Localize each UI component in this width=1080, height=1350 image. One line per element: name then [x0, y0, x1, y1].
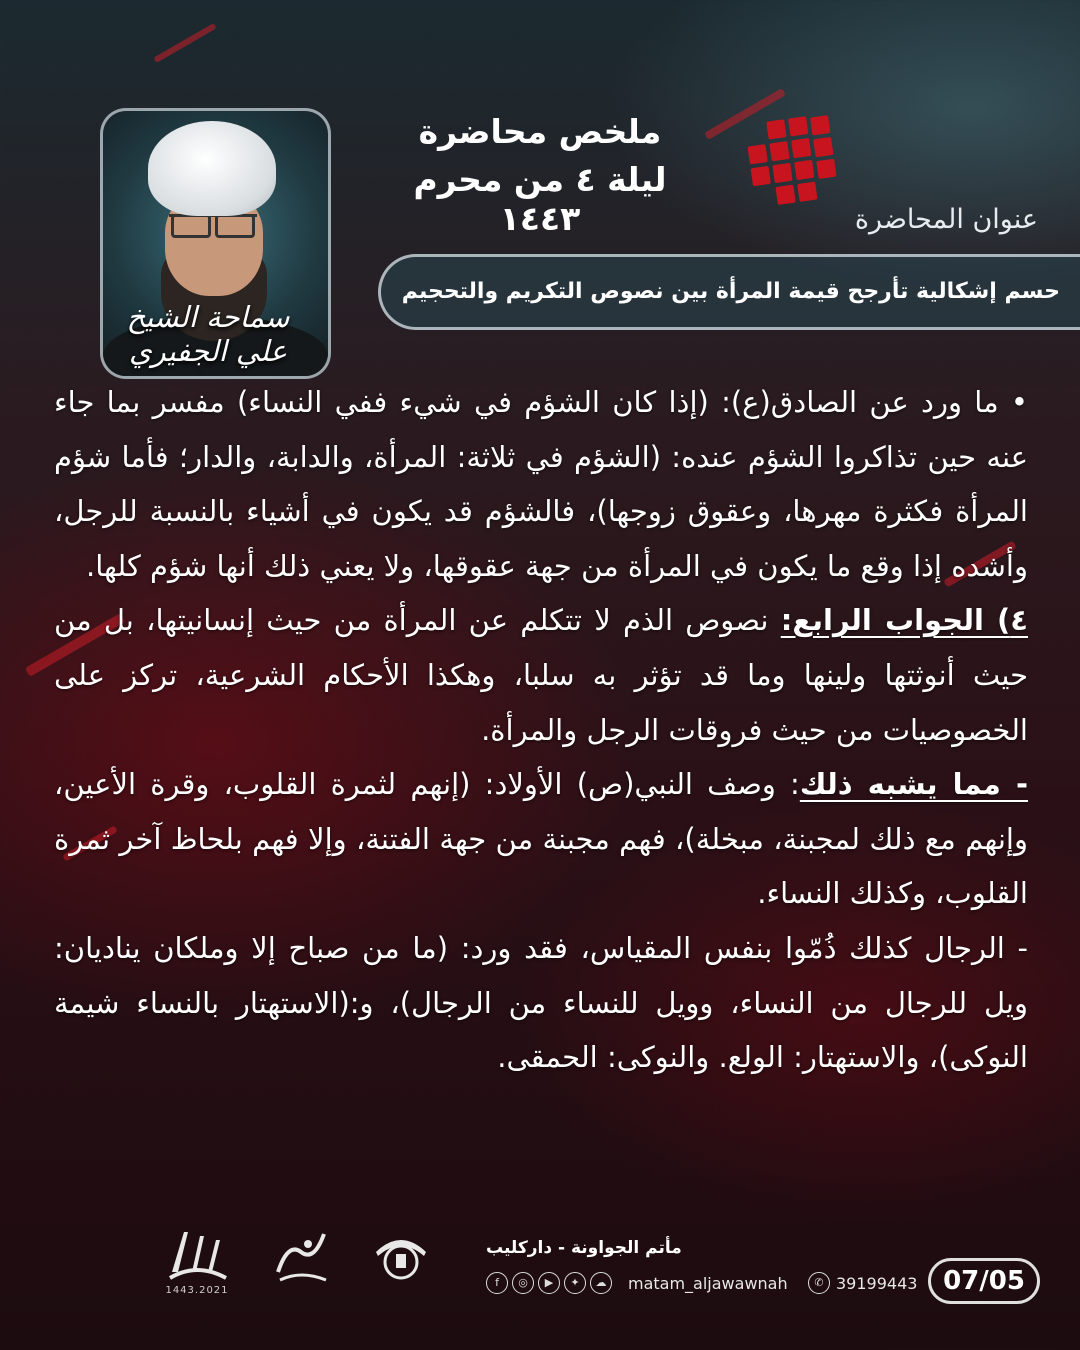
logo-year: 1443.2021: [165, 1285, 229, 1296]
twitter-icon[interactable]: ✦: [564, 1272, 586, 1294]
paragraph-4: - الرجال كذلك ذُمّوا بنفس المقياس، فقد ورد: (ما من صباح إلا وملكان يناديان: ويل للرجال من النساء، وويل للنساء من الرجال)، و:(الاستهتار بالنساء شيمة النوكى)، والاستهتار: الولع. والنوكى: الحمقى.: [54, 930, 1028, 1075]
bg-streak: [153, 23, 217, 63]
instagram-icon[interactable]: ◎: [512, 1272, 534, 1294]
soundcloud-icon[interactable]: ☁: [590, 1272, 612, 1294]
social-handle: matam_aljawawnah: [628, 1274, 788, 1293]
page-subtitle: ليلة ٤ من محرم ١٤٤٣: [413, 160, 667, 238]
page-number-badge: 07/05: [928, 1258, 1040, 1304]
organization-name: مأتم الجواونة - داركليب: [486, 1238, 682, 1258]
glasses-shape: [169, 214, 257, 237]
matam-emblem-icon: [368, 1222, 434, 1288]
lecture-summary: [54, 375, 1028, 1085]
grid-pattern-icon: [744, 112, 847, 210]
calligraphy-logo-icon: [268, 1222, 334, 1288]
youtube-icon[interactable]: ▶: [538, 1272, 560, 1294]
answer-heading: ٤) الجواب الرابع:: [780, 603, 1028, 638]
turban-shape: [148, 121, 276, 216]
year-logo-icon: [164, 1222, 230, 1288]
similar-text: : وصف النبي(ص) الأولاد: (إنهم لثمرة القلوب، وقرة الأعين، وإنهم مع ذلك لمجبنة، مبخلة)، فهم مجبنة من جهة الفتنة، وإلا فهم بلحاظ آخر ثمرة القلوب، وكذلك النساء.: [54, 767, 1028, 911]
sheikh-name-calligraphy: سماحة الشيخ علي الجفيري: [126, 300, 290, 368]
paragraph-2: [54, 593, 1028, 757]
similar-heading: - مما يشبه ذلك: [799, 767, 1029, 802]
phone-number: 39199443: [836, 1274, 918, 1293]
lecture-title: حسم إشكالية تأرجح قيمة المرأة بين نصوص التكريم والتحجيم: [401, 279, 1060, 304]
lecture-label: عنوان المحاضرة: [854, 204, 1038, 235]
social-icons: [486, 1272, 612, 1296]
facebook-icon[interactable]: f: [486, 1272, 508, 1294]
paragraph-1: • ما ورد عن الصادق(ع): (إذا كان الشؤم في شيء ففي النساء) مفسر بما جاء عنه حين تذاكروا الشؤم عنده: (الشؤم في ثلاثة: المرأة، والدابة، والدار؛ فأما شؤم المرأة فكثرة مهرها، وعقوق زوجها)، فالشؤم قد يكون في أشياء بالنسبة للرجل، وأشده إذا وقع ما يكون في المرأة من جهة عقوقها، ولا يعني ذلك أنها شؤم كلها.: [54, 385, 1028, 583]
paragraph-3: [54, 757, 1028, 921]
page-title: ملخص محاضرة: [418, 112, 662, 151]
whatsapp-icon: ✆: [808, 1272, 830, 1294]
answer-text: نصوص الذم لا تتكلم عن المرأة من حيث إنسانيتها، بل من حيث أنوثتها ولينها وما قد تؤثر به سلبا، وهكذا الأحكام الشرعية، تركز على الخصوصيات من حيث فروقات الرجل والمرأة.: [54, 603, 1028, 747]
